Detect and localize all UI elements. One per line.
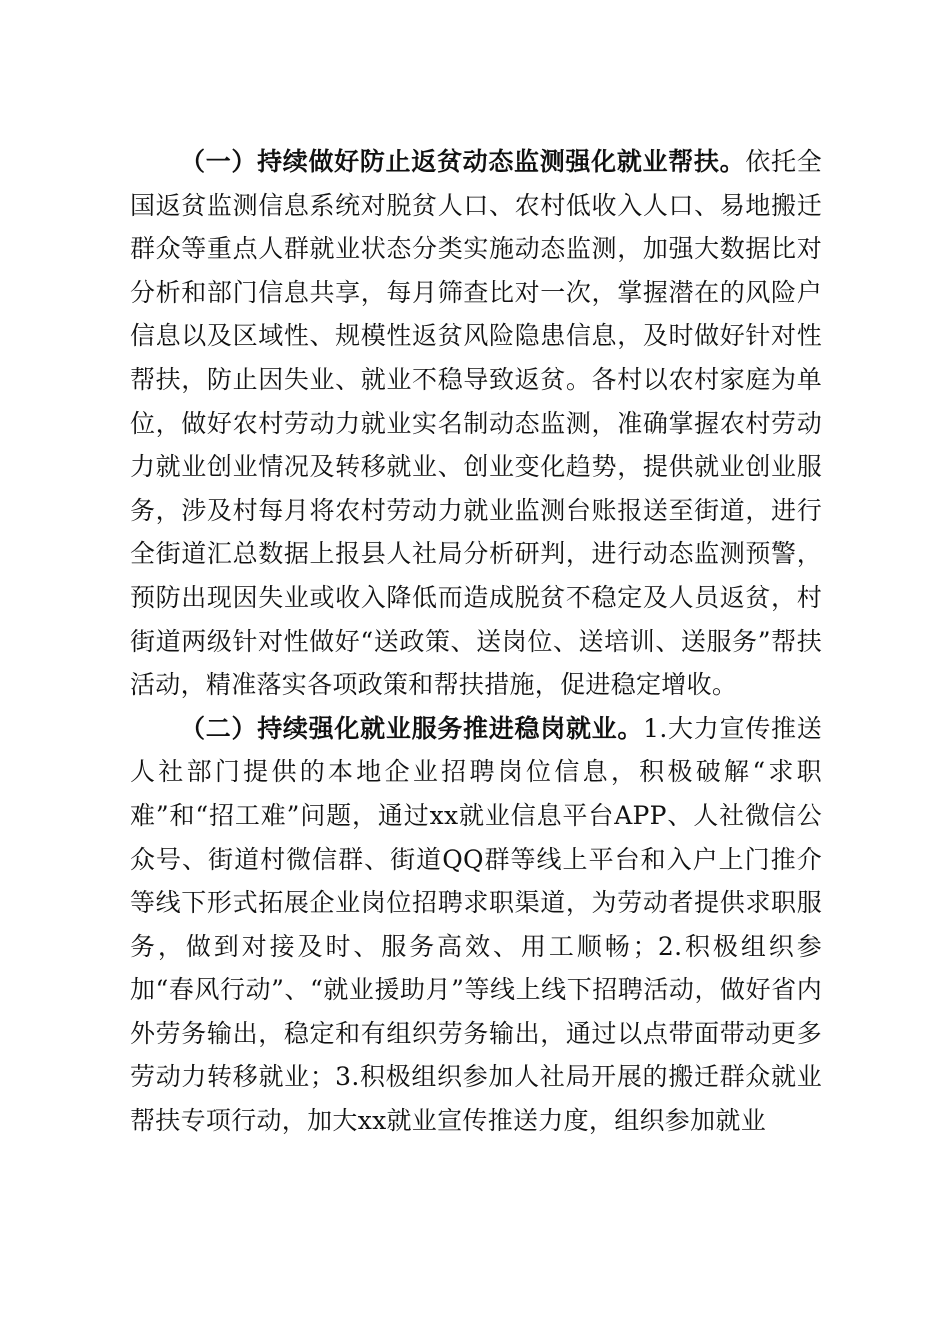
paragraph-1-body: 依托全国返贫监测信息系统对脱贫人口、农村低收入人口、易地搬迁群众等重点人群就业状态分类实施动态监测，加强大数据比对分析和部门信息共享，每月筛查比对一次，掌握潜在的风险户信息以及区域性、规模性返贫风险隐患信息，及时做好针对性帮扶，防止因失业、就业不稳导致返贫。各村以农村家庭为单位，做好农村劳动力就业实名制动态监测，准确掌握农村劳动力就业创业情况及转移就业、创业变化趋势，提供就业创业服务，涉及村每月将农村劳动力就业监测台账报送至街道，进行全街道汇总数据上报县人社局分析研判，进行动态监测预警，预防出现因失业或收入降低而造成脱贫不稳定及人员返贫，村街道两级针对性做好“送政策、送岗位、送培训、送服务”帮扶活动，精准落实各项政策和帮扶措施，促进稳定增收。: [130, 147, 822, 700]
paragraph-1-heading: （一）持续做好防止返贫动态监测强化就业帮扶。: [180, 147, 746, 176]
paragraph-2: [130, 707, 822, 1143]
paragraph-2-heading: （二）持续强化就业服务推进稳岗就业。: [180, 713, 644, 743]
paragraph-1: [130, 140, 822, 707]
document-body: [130, 140, 822, 1143]
paragraph-2-body: 1.大力宣传推送人社部门提供的本地企业招聘岗位信息，积极破解“求职难”和“招工难”问题，通过xx就业信息平台APP、人社微信公众号、街道村微信群、街道QQ群等线上平台和入户上门推介等线下形式拓展企业岗位招聘求职渠道，为劳动者提供求职服务，做到对接及时、服务高效、用工顺畅；2.积极组织参加“春风行动”、“就业援助月”等线上线下招聘活动，做好省内外劳务输出，稳定和有组织劳务输出，通过以点带面带动更多劳动力转移就业；3.积极组织参加人社局开展的搬迁群众就业帮扶专项行动，加大xx就业宣传推送力度，组织参加就业: [130, 713, 822, 1136]
